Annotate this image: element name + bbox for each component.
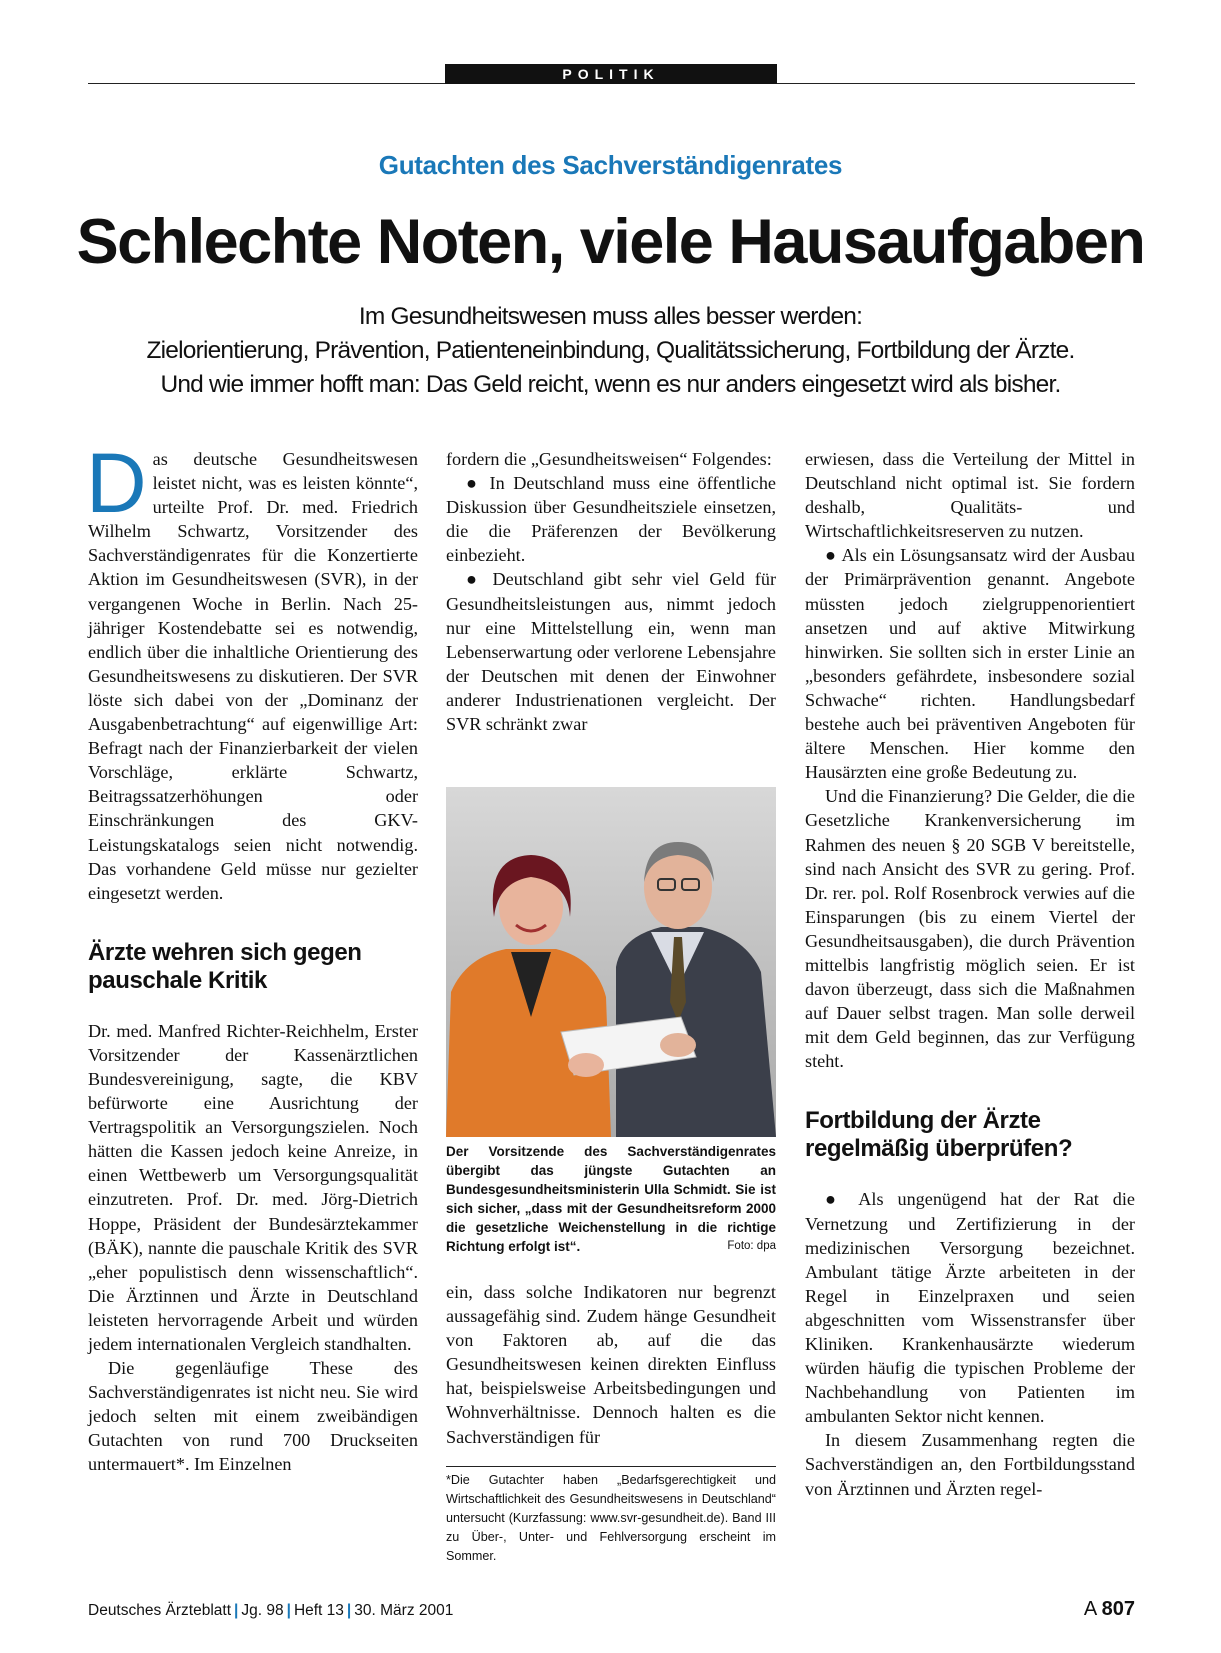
article-photo — [446, 787, 776, 1137]
headline: Schlechte Noten, viele Hausaufgaben — [76, 207, 1145, 277]
bullet-item: ● Als ein Lösungsansatz wird der Ausbau der Primärprävention genannt. Angebote müssten jedoch zielgruppenorientiert ansetzen und auf aktive Mitwirkung hinwirken. Sie sollten sich in erster Linie an „besonders gefährdete, insbesondere sozial Schwache“ richten. Handlungsbedarf bestehe auch bei präventiven Angeboten für ältere Menschen. Hier komme den Hausärzten eine große Bedeutung zu. — [805, 545, 1135, 783]
column-1 — [86, 436, 418, 1477]
deck-line: Zielorientierung, Prävention, Patienteneinbindung, Qualitätssicherung, Fortbildung der Ärzte. — [146, 337, 1075, 364]
bullet-item: ● Als ungenügend hat der Rat die Vernetzung und Zertifizierung in der medizinischen Versorgung bezeichnet. Ambulant tätige Ärzte arbeiteten in der Regel in Einzelpraxen und seien abgeschnitten vom Wissenstransfer über Kliniken. Krankenhausärzte wiederum würden häufig die typischen Probleme der Nachbehandlung von Patienten im ambulanten Sektor nicht kennen. — [805, 1189, 1135, 1427]
bullet-item: ● In Deutschland muss eine öffentliche Diskussion über Gesundheitsziele einsetzen, die die Präferenzen der Bevölkerung einbezieht. — [446, 473, 776, 566]
page-number — [1084, 1598, 1135, 1621]
volume: Jg. 98 — [241, 1602, 284, 1619]
paragraph: fordern die „Gesundheitsweisen“ Folgendes: — [446, 449, 772, 469]
section-label: POLITIK — [445, 64, 777, 84]
paragraph: Die gegenläufige These des Sachverständigenrates ist nicht neu. Sie wird jedoch selten mit einem zweibändigen Gutachten von rund 700 Druckseiten untermauert*. Im Einzelnen — [88, 1358, 418, 1475]
separator-bar: | — [234, 1602, 239, 1619]
bullet-item: ● Deutschland gibt sehr viel Geld für Gesundheitsleistungen aus, nimmt jedoch nur eine Mittelstellung ein, wenn man Lebenserwartung oder verlorene Lebensjahre der Deutschen mit denen der Einwohner anderer Industrienationen vergleicht. Der SVR schränkt zwar — [446, 569, 776, 735]
footnote: *Die Gutachter haben „Bedarfsgerechtigkeit und Wirtschaftlichkeit des Gesundheitswesens in Deutschland“ untersucht (Kurzfassung: www.svr-gesundheit.de). Band III zu Über-, Unter- und Fehlversorgung erscheint im Sommer. — [446, 1466, 776, 1566]
photo-credit: Foto: dpa — [727, 1240, 776, 1252]
page-footer — [88, 1600, 1135, 1624]
paragraph: In diesem Zusammenhang regten die Sachverständigen an, den Fortbildungsstand von Ärztinnen und Ärzten regel- — [805, 1430, 1135, 1499]
separator-bar: | — [286, 1602, 291, 1619]
deck-line: Und wie immer hofft man: Das Geld reicht, wenn es nur anders eingesetzt wird als bisher. — [160, 371, 1061, 398]
page-number-value: 807 — [1101, 1598, 1135, 1620]
drop-cap: D — [86, 436, 147, 530]
photo-caption — [446, 1142, 776, 1256]
column-3 — [805, 447, 1135, 1501]
photo-illustration — [446, 787, 776, 1137]
paragraph: Und die Finanzierung? Die Gelder, die die Gesetzliche Krankenversicherung im Rahmen des neuen § 20 SGB V bereitstelle, sind nach Ansicht des SVR zu gering. Prof. Dr. rer. pol. Rolf Rosenbrock verwies auf die Einsparungen (bis zu einem Viertel der Gesundheitsausgaben), die durch Prävention mittelbis langfristig möglich seien. Er ist davon überzeugt, dass sich die Maßnahmen auf Dauer selbst tragen. Man solle derweil mit dem Geld beginnen, das zur Verfügung steht. — [805, 786, 1135, 1072]
intro-paragraph — [86, 436, 418, 905]
paragraph: ein, dass solche Indikatoren nur begrenzt aussagefähig sind. Zudem hänge Gesundheit von Faktoren ab, auf die das Gesundheitswesen keinen direkten Einfluss hat, beispielsweise Arbeitsbedingungen und Wohnverhältnisse. Dennoch halten es die Sachverständigen für — [446, 1282, 776, 1447]
deck — [60, 300, 1161, 402]
paragraph: Dr. med. Manfred Richter-Reichhelm, Erster Vorsitzender der Kassenärztlichen Bundesvereinigung, sagte, die KBV befürworte eine Ausrichtung der Vertragspolitik an Versorgungszielen. Noch hätten die Kassen jedoch keine Anreize, in einen Wettbewerb um Versorgungsqualität einzutreten. Prof. Dr. med. Jörg-Dietrich Hoppe, Präsident der Bundesärztekammer (BÄK), nannte die pauschale Kritik des SVR „eher populistisch denn wissenschaftlich“. Die Ärztinnen und Ärzte in Deutschland leisteten hervorragende Arbeit und würden jedem internationalen Vergleich standhalten. — [88, 1020, 418, 1354]
subhead-aerzte: Ärzte wehren sich gegen pauschale Kritik — [88, 938, 362, 994]
issue: Heft 13 — [293, 1602, 344, 1619]
deck-line: Im Gesundheitswesen muss alles besser werden: — [358, 303, 863, 330]
caption-text: Der Vorsitzende des Sachverständigenrates übergibt das jüngste Gutachten an Bundesgesundheitsministerin Ulla Schmidt. Sie ist sich sicher, „dass mit der Gesundheitsreform 2000 die gesetzliche Weichenstellung in die richtige Richtung erfolgt ist“. — [446, 1144, 776, 1254]
column-2 — [446, 447, 776, 736]
kicker: Gutachten des Sachverständigenrates — [378, 150, 843, 180]
intro-text: as deutsche Gesundheitswesen leistet nicht, was es leisten könnte“, urteilte Prof. Dr. med. Friedrich Wilhelm Schwartz, Vorsitzender des Sachverständigenrates für die Konzertierte Aktion im Gesundheitswesen (SVR), in der vergangenen Woche in Berlin. Nach 25-jähriger Kostendebatte sei es notwendig, endlich über die inhaltliche Orientierung des Gesundheitswesens zu diskutieren. Der SVR löste sich dabei von der „Dominanz der Ausgabenbetrachtung“ auf eigenwillige Art: Befragt nach der Finanzierbarkeit der vielen Vorschläge, erklärte Schwartz, Beitragssatzerhöhungen oder Einschränkungen des GKV-Leistungskatalogs seien nicht notwendig. Das vorhandene Geld müsse nur gezielter eingesetzt werden. — [88, 449, 418, 903]
column-2-continued — [446, 1280, 776, 1449]
issue-date: 30. März 2001 — [354, 1602, 454, 1619]
journal-name: Deutsches Ärzteblatt — [88, 1602, 232, 1619]
paragraph: erwiesen, dass die Verteilung der Mittel in Deutschland nicht optimal ist. Sie fordern deshalb, Qualitäts- und Wirtschaftlichkeitsreserven zu nutzen. — [805, 449, 1135, 542]
footer-citation — [88, 1602, 453, 1620]
separator-bar: | — [346, 1602, 352, 1619]
page-prefix: A — [1083, 1598, 1097, 1620]
subhead-fortbildung: Fortbildung der Ärzte regelmäßig überprüfen? — [805, 1107, 1073, 1163]
